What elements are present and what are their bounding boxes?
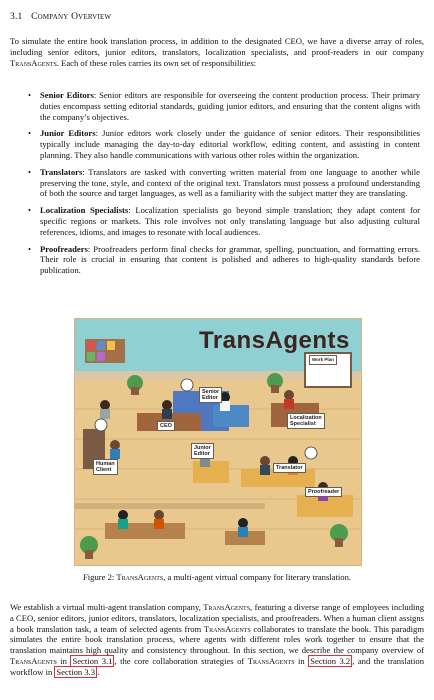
figure-title: TransAgents bbox=[199, 327, 350, 354]
intro-text-1: To simulate the entire book translation process, in addition to the designated CEO, we have a diverse array of roles, including senior editors, junior editors, translators, localization specialists, and proof-readers in our company bbox=[10, 36, 424, 57]
role-name: Senior Editors bbox=[40, 90, 94, 100]
bullet-icon: • bbox=[28, 166, 32, 177]
label-work-plan: Work Plan bbox=[309, 355, 337, 365]
role-description: : Senior editors are responsible for overseeing the content production process. Their primary duties encompass setting editorial standards, guiding junior editors, and ensuring that the content aligns with the company’s objectives. bbox=[40, 90, 420, 122]
label-ceo: CEO bbox=[157, 421, 175, 431]
label-proofreader: Proofreader bbox=[305, 487, 342, 497]
role-item-localization-specialists bbox=[28, 205, 420, 237]
label-senior-editor: Senior Editor bbox=[199, 387, 222, 403]
intro-text-2: . Each of these roles carries its own set of responsibilities: bbox=[56, 57, 257, 68]
role-description: : Translators are tasked with converting written material from one language to another while preserving the tone, style, and context of the original text. Translators must possess a profound understanding of both the source and target languages, as well as a familiarity with the subject matter they are translating. bbox=[40, 166, 420, 199]
section-number: 3.1 bbox=[10, 12, 23, 22]
role-item-senior-editors bbox=[28, 90, 420, 122]
section-3-1-link[interactable]: Section 3.1 bbox=[72, 655, 113, 666]
label-junior-editor: Junior Editor bbox=[191, 443, 214, 459]
section-title: Company Overview bbox=[31, 12, 112, 22]
bullet-icon: • bbox=[28, 243, 32, 254]
role-item-proofreaders bbox=[28, 244, 420, 276]
bullet-icon: • bbox=[28, 90, 32, 100]
role-description: : Junior editors work closely under the guidance of senior editors. Their responsibilities typically include managing the day-to-day editorial workflow, editing content, and assisting in content planning. They also handle communications with various other roles within the organization. bbox=[40, 128, 420, 160]
role-description: : Localization specialists go beyond simple translation; they adapt content for specific regions or markets. This role involves not only translating language but also adjusting cultural references, idioms, and images to resonate with local audiences. bbox=[40, 205, 420, 237]
role-item-junior-editors bbox=[28, 128, 420, 160]
bullet-icon: • bbox=[28, 205, 32, 216]
company-illustration bbox=[74, 318, 362, 566]
section-heading bbox=[10, 12, 111, 22]
caption-company: TransAgents bbox=[116, 572, 164, 582]
caption-prefix: Figure 2: bbox=[82, 572, 117, 582]
label-translator: Translator bbox=[273, 463, 306, 473]
label-localization-specialist: Localization Specialist bbox=[287, 413, 325, 429]
label-human-client: Human Client bbox=[93, 459, 118, 475]
body-paragraph: We establish a virtual multi-agent translation company, TransAgents, featuring a diverse range of employees including a CEO, senior editors, junior editors, translators, localization specialists, and proofreaders. When a human client assigns a book translation task, a team of selected agents from TransAgents collaborates to translate the book. This paradigm simulates the entire book translation process, where agents with different roles work together to ensure that the translation maintains high quality and consistency throughout. In this section, we describe the company overview of TransAgents in Section 3.1 , the core collaboration strategies of TransAgents in Section 3.2 , and the translation workflow in Section 3.3 . bbox=[10, 602, 425, 677]
role-name: Translators bbox=[40, 166, 83, 177]
section-3-2-link[interactable]: Section 3.2 bbox=[310, 655, 351, 666]
bullet-icon: • bbox=[28, 128, 32, 139]
role-item-translators bbox=[28, 167, 420, 199]
role-description: : Proofreaders perform final checks for grammar, spelling, punctuation, and formatting errors. Their role is crucial in ensuring that content is polished and adheres to high-quality standards before publication. bbox=[40, 243, 420, 276]
role-name: Localization Specialists bbox=[40, 205, 129, 216]
intro-paragraph bbox=[10, 36, 424, 68]
role-name: Junior Editors bbox=[40, 128, 96, 139]
role-name: Proofreaders bbox=[40, 243, 88, 254]
caption-suffix: , a multi-agent virtual company for literary translation. bbox=[163, 572, 352, 582]
roles-list bbox=[28, 90, 420, 282]
company-name: TransAgents bbox=[10, 57, 57, 68]
section-3-3-link[interactable]: Section 3.3 bbox=[56, 666, 96, 677]
figure-caption bbox=[0, 572, 434, 583]
